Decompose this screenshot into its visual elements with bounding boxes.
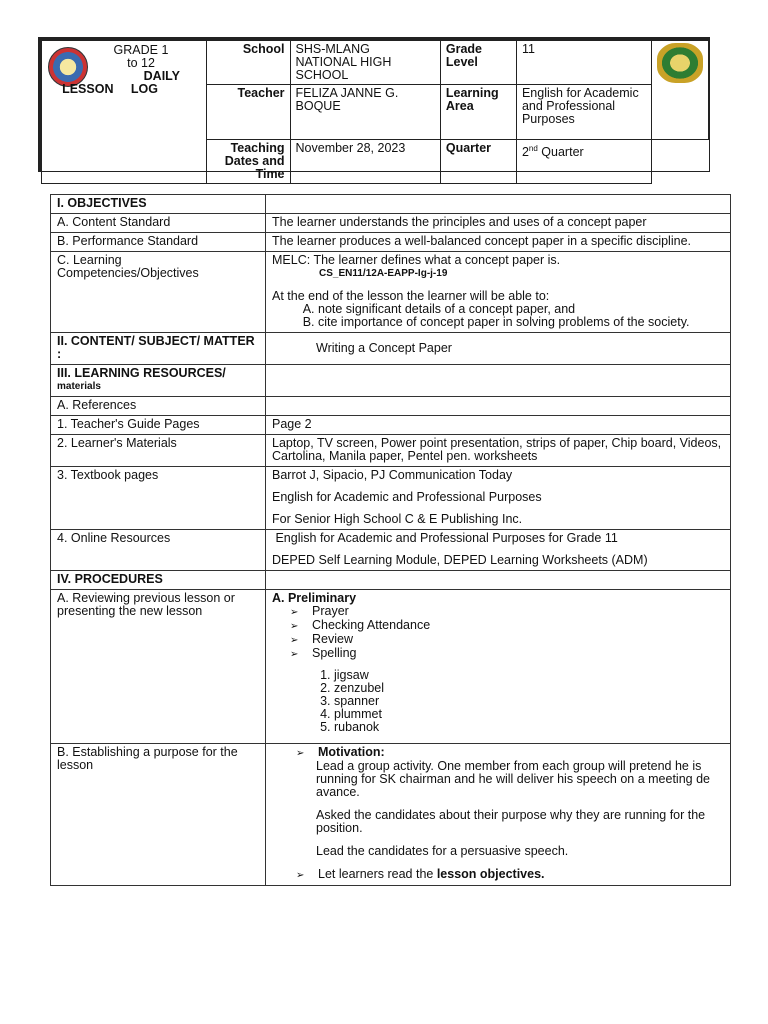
learners-materials-label: 2. Learner's Materials [51,435,266,467]
procedure-a-value [266,590,731,744]
learning-area-label: Learning Area [440,85,516,140]
end-of-lesson-text: At the end of the lesson the learner will be able to: [272,289,550,303]
quarter-value [516,140,651,184]
grade-level-value: 11 [516,41,651,85]
empty-cell [266,571,731,590]
teachers-guide-label: 1. Teacher's Guide Pages [51,416,266,435]
textbook-label: 3. Textbook pages [51,467,266,530]
list-item: 5. rubanok [334,721,724,734]
procedure-b-label: B. Establishing a purpose for the lesson [51,744,266,886]
table-row [51,530,731,571]
content-heading: II. CONTENT/ SUBJECT/ MATTER : [51,333,266,365]
preliminary-title: A. Preliminary [272,591,357,605]
motivation-paragraph: Lead a group activity. One member from each group will pretend he is running for SK chairman and he will deliver his speech on a meeting de avance. [316,759,710,799]
school-seal-icon [657,43,703,83]
table-row [51,397,731,416]
list-item: ➢ Spelling [312,647,724,661]
grade-level-label: Grade Level [440,41,516,85]
content-standard-value: The learner understands the principles and uses of a concept paper [266,214,731,233]
table-row [51,333,731,365]
competencies-label: C. Learning Competencies/Objectives [51,252,266,333]
table-row [51,233,731,252]
list-item: 1. jigsaw [334,669,724,682]
empty-cell [266,365,731,397]
grade-title-line: GRADE 1 [113,43,169,57]
motivation-paragraph: Asked the candidates about their purpose why they are running for the position. [316,808,706,835]
table-row [51,214,731,233]
procedures-heading: IV. PROCEDURES [51,571,266,590]
list-item: ➢ Prayer [312,605,724,619]
school-seal-cell [652,41,709,140]
textbook-line: For Senior High School C & E Publishing Inc. [272,512,523,526]
objectives-list [272,303,724,329]
read-bold: lesson objectives. [436,867,545,881]
table-row [51,590,731,744]
online-line: DEPED Self Learning Module, DEPED Learning Worksheets (ADM) [272,553,648,567]
content-standard-label: A. Content Standard [51,214,266,233]
content-value [266,333,731,365]
list-item: 3. spanner [334,695,724,708]
dates-value: November 28, 2023 [290,140,440,184]
list-item: 4. plummet [334,708,724,721]
table-row [51,435,731,467]
spelling-list [272,669,724,734]
list-item: ➢ Checking Attendance [312,619,724,633]
objectives-heading: I. OBJECTIVES [51,195,266,214]
grade-title-line: DAILY [143,69,180,83]
list-item: 2. zenzubel [334,682,724,695]
table-row [51,467,731,530]
school-value: SHS-MLANG NATIONAL HIGH SCHOOL [290,41,440,85]
textbook-line: Barrot J, Sipacio, PJ Communication Today [272,468,513,482]
header-table [38,37,710,181]
online-resources-value [266,530,731,571]
lesson-table [50,194,731,886]
dates-label: Teaching Dates and Time [206,140,290,184]
table-row [51,744,731,886]
melc-code: CS_EN11/12A-EAPP-Ig-j-19 [319,268,448,279]
online-resources-label: 4. Online Resources [51,530,266,571]
motivation-title: ➢ Motivation: [318,746,724,760]
list-item: ➢ Review [312,633,724,647]
grade-title-cell [42,41,207,184]
resources-heading [51,365,266,397]
list-item: A. note significant details of a concept paper, and [318,303,724,316]
read-prefix: Let learners read the [318,867,437,881]
quarter-num: 2 [521,145,529,160]
textbook-value [266,467,731,530]
resources-heading-sub: materials [57,381,101,392]
table-row [51,252,731,333]
procedure-a-label: A. Reviewing previous lesson or presenting the new lesson [51,590,266,744]
grade-title-line: to 12 [127,56,155,70]
motivation-paragraph: Lead the candidates for a persuasive speech. [316,844,569,858]
table-row [51,365,731,397]
performance-standard-label: B. Performance Standard [51,233,266,252]
empty-cell [266,397,731,416]
quarter-sup: nd [528,144,538,153]
learning-area-value: English for Academic and Professional Purposes [516,85,651,140]
list-item [318,868,724,882]
list-item: B. cite importance of concept paper in solving problems of the society. [318,316,724,329]
quarter-rest: Quarter [537,145,584,160]
competencies-value [266,252,731,333]
references-label: A. References [51,397,266,416]
quarter-label: Quarter [440,140,516,184]
performance-standard-value: The learner produces a well-balanced concept paper in a specific discipline. [266,233,731,252]
school-label: School [206,41,290,85]
grade-title-line: LESSON LOG [62,82,158,96]
procedure-b-value [266,744,731,886]
learners-materials-value: Laptop, TV screen, Power point presentation, strips of paper, Chip board, Videos, Cartolina, Manila paper, Pentel pen. worksheets [266,435,731,467]
teacher-label: Teacher [206,85,290,140]
melc-text: MELC: The learner defines what a concept paper is. [272,253,561,267]
read-objectives-list [272,868,724,882]
empty-cell [652,140,709,184]
table-row [51,195,731,214]
empty-cell [266,195,731,214]
resources-heading-text: III. LEARNING RESOURCES/ [57,366,226,380]
table-row [51,416,731,435]
content-text: Writing a Concept Paper [316,340,452,355]
grade-title [62,43,180,96]
online-line: English for Academic and Professional Purposes for Grade 11 [272,531,618,545]
teachers-guide-value: Page 2 [266,416,731,435]
deped-seal-icon [48,47,88,87]
teacher-value: FELIZA JANNE G. BOQUE [290,85,440,140]
motivation-list [272,746,724,760]
preliminary-list [272,605,724,661]
table-row [51,571,731,590]
textbook-line: English for Academic and Professional Purposes [272,490,542,504]
